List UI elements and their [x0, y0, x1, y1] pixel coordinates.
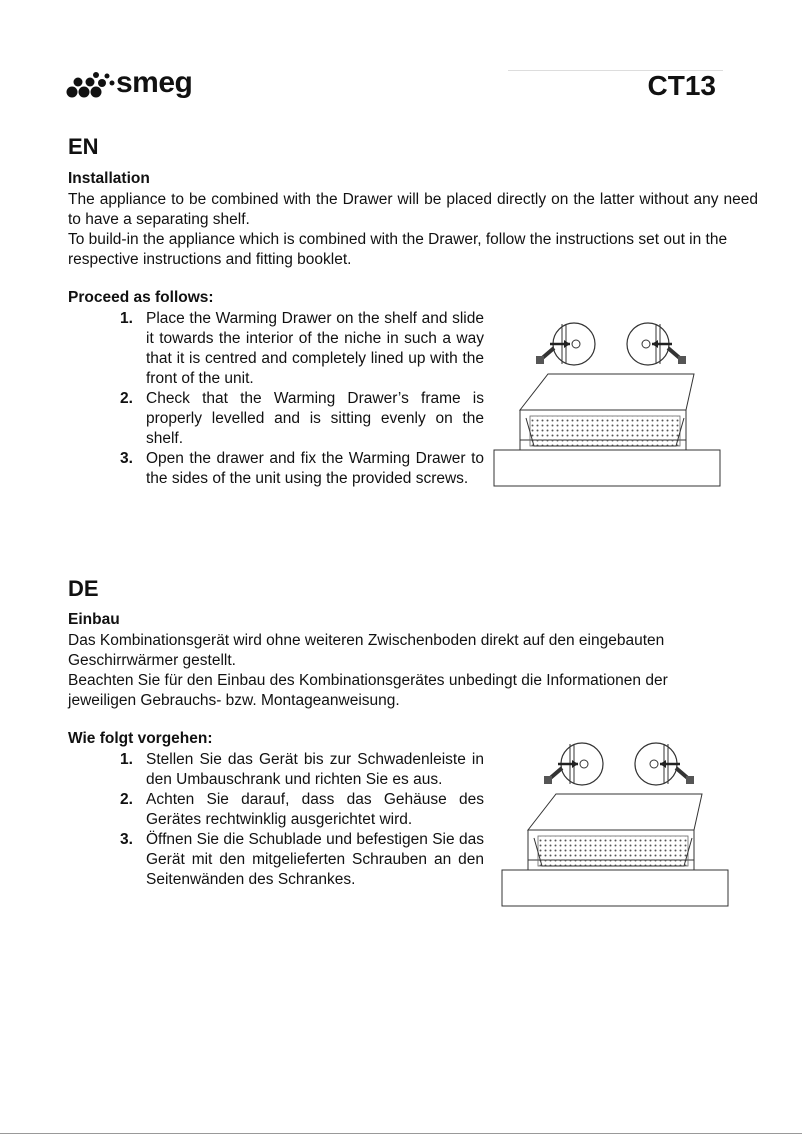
step-text: Open the drawer and fix the Warming Drawer to the sides of the unit using the provided screws.: [146, 450, 484, 487]
screw-detail-right: [635, 743, 694, 785]
en-paragraphs: [68, 190, 758, 270]
warming-drawer-installation-figure-de: [498, 738, 738, 910]
en-step-3: [120, 449, 484, 489]
de-step-2: [120, 790, 484, 830]
einbau-heading: Einbau: [68, 611, 120, 628]
en-steps: [120, 309, 484, 489]
step-number: 2.: [120, 791, 133, 808]
screw-detail-left: [544, 743, 603, 785]
warming-drawer-installation-figure: [490, 318, 730, 490]
step-text: Check that the Warming Drawer’s frame is properly levelled and is sitting evenly on the shelf.: [146, 390, 484, 447]
lang-heading-de: DE: [68, 576, 99, 601]
smeg-logo: [66, 68, 206, 102]
step-text: Achten Sie darauf, dass das Gehäuse des Gerätes rechtwinklig ausgerichtet wird.: [146, 791, 484, 828]
step-text: Place the Warming Drawer on the shelf and slide it towards the interior of the niche in such a way that it is centred and completely lined up with the front of the unit.: [146, 310, 484, 387]
en-step-2: [120, 389, 484, 449]
en-para-2: To build-in the appliance which is combined with the Drawer, follow the instructions set out in the respective instructions and fitting booklet.: [68, 231, 728, 268]
vorgehen-heading: Wie folgt vorgehen:: [68, 730, 213, 747]
installation-heading: Installation: [68, 170, 150, 187]
step-number: 1.: [120, 310, 133, 327]
step-number: 2.: [120, 390, 133, 407]
drawer-illustration: [494, 374, 720, 486]
de-paragraphs: [68, 631, 733, 711]
de-step-1: [120, 750, 484, 790]
de-para-1: Das Kombinationsgerät wird ohne weiteren Zwischenboden direkt auf den eingebauten Geschirrwärmer gestellt.: [68, 632, 665, 669]
smeg-dots-icon: [66, 70, 118, 100]
drawer-illustration: [502, 794, 728, 906]
de-para-2: Beachten Sie für den Einbau des Kombinationsgerätes unbedingt die Informationen der jeweiligen Gebrauchs- bzw. Montageanweisung.: [68, 672, 668, 709]
screw-detail-left: [536, 323, 595, 365]
step-text: Öffnen Sie die Schublade und befestigen Sie das Gerät mit den mitgelieferten Schrauben an den Seitenwänden des Schrankes.: [146, 831, 484, 888]
step-number: 3.: [120, 831, 133, 848]
en-step-1: [120, 309, 484, 389]
proceed-heading: Proceed as follows:: [68, 289, 214, 306]
screw-detail-right: [627, 323, 686, 365]
step-number: 1.: [120, 751, 133, 768]
step-text: Stellen Sie das Gerät bis zur Schwadenleiste in den Umbauschrank und richten Sie es aus.: [146, 751, 484, 788]
en-para-1: The appliance to be combined with the Drawer will be placed directly on the latter without any need to have a separating shelf.: [68, 191, 758, 228]
model-number: CT13: [647, 70, 716, 101]
brand-name: smeg: [116, 66, 193, 99]
step-number: 3.: [120, 450, 133, 467]
de-step-3: [120, 830, 484, 890]
de-steps: [120, 750, 484, 890]
lang-heading-en: EN: [68, 134, 99, 159]
page-bottom-border: [0, 1133, 802, 1134]
